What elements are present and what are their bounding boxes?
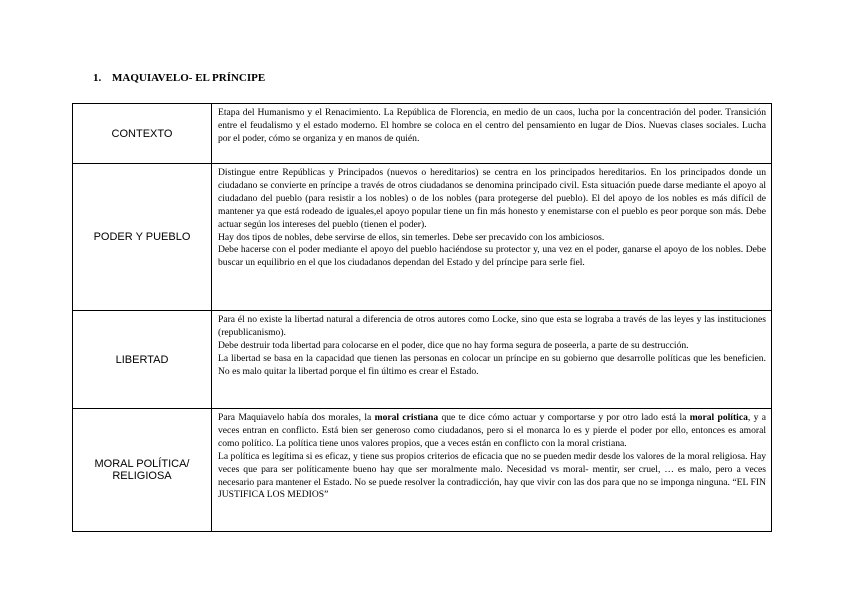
paragraph: La libertad se basa en la capacidad que tienen las personas en colocar un príncipe en su gobierno que desarrolle políticas que les beneficien. No es malo quitar la libertad porque el fin último es crear el Estado.: [218, 352, 766, 377]
row-label-poder-y-pueblo: PODER Y PUEBLO: [73, 164, 212, 311]
paragraph: [218, 412, 766, 451]
row-label-libertad: LIBERTAD: [73, 311, 212, 409]
paragraph: Debe destruir toda libertad para colocarse en el poder, dice que no hay forma segura de poseerla, a parte de su destrucción.: [218, 339, 689, 351]
text-run: que te dice cómo actuar y comportarse y por otro lado está la: [438, 412, 690, 423]
bold-term-moral-politica: moral política: [689, 412, 748, 423]
row-content-moral: [212, 409, 772, 532]
row-content-poder-y-pueblo: [212, 164, 772, 311]
paragraph: La política es legítima si es eficaz, y tiene sus propios criterios de eficacia que no se pueden medir desde los valores de la moral religiosa. Hay veces que para ser políticamente bueno hay que ser moralmente malo. Necesidad vs moral- mentir, ser cruel, … es malo, pero a veces necesario para mantener el Estado. No se puede resolver la contradicción, hay que vivir con las dos para que no se imponga ninguna. “EL FIN JUSTIFICA LOS MEDIOS”: [218, 450, 766, 501]
row-label-moral: MORAL POLÍTICA/ RELIGIOSA: [73, 409, 212, 532]
section-title: MAQUIAVELO- EL PRÍNCIPE: [112, 72, 266, 84]
row-content-libertad: [212, 311, 772, 409]
bold-term-moral-cristiana: moral cristiana: [374, 412, 439, 423]
table-row-poder-y-pueblo: [73, 164, 772, 311]
section-heading: [93, 72, 265, 84]
paragraph: Hay dos tipos de nobles, debe servirse de ellos, sin temerles. Debe ser precavido con los ambiciosos.: [218, 231, 605, 243]
row-label-contexto: CONTEXTO: [73, 104, 212, 164]
text-run: , y a veces entran en conflicto. Está bien ser generoso como ciudadanos, pero si el monarca lo es y pierde el poder por ello, entonces es amoral como político. La política tiene unos valores propios, que a veces están en conflicto con la moral cristiana.: [218, 412, 766, 449]
table-row-libertad: [73, 311, 772, 409]
row-content-contexto: [212, 104, 772, 164]
table-row-contexto: [73, 104, 772, 164]
paragraph: Etapa del Humanismo y el Renacimiento. La República de Florencia, en medio de un caos, lucha por la concentración del poder. Transición entre el feudalismo y el estado moderno. El hombre se coloca en el centro del pensamiento en lugar de Dios. Nuevas clases sociales. Lucha por el poder, cómo se organiza y en manos de quién.: [218, 107, 766, 144]
table-row-moral: [73, 409, 772, 532]
paragraph: Debe hacerse con el poder mediante el apoyo del pueblo haciéndose su protector y, una vez en el poder, ganarse el apoyo de los nobles. Debe buscar un equilibrio en el que los ciudadanos dependan del Estado y del príncipe para serle fiel.: [218, 244, 766, 269]
paragraph: Distingue entre Repúblicas y Principados (nuevos o hereditarios) se centra en los principados hereditarios. En los principados donde un ciudadano se convierte en príncipe a través de otros ciudadanos se denomina principado civil. Esta situación puede darse mediante el apoyo al ciudadano del pueblo (para resistir a los nobles) o de los nobles (para protegerse del pueblo). El del apoyo de los nobles es más difícil de mantener ya que está rodeado de iguales,el apoyo popular tiene un fin más honesto y enemistarse con el pueblo es peor porque son más. Debe actuar según los intereses del pueblo (tienen el poder).: [218, 167, 766, 230]
section-number: 1.: [93, 72, 102, 84]
summary-table: [72, 103, 772, 532]
paragraph: Para él no existe la libertad natural a diferencia de otros autores como Locke, sino que esta se lograba a través de las leyes y las instituciones (republicanismo).: [218, 314, 766, 338]
text-run: Para Maquiavelo había dos morales, la: [218, 412, 375, 423]
